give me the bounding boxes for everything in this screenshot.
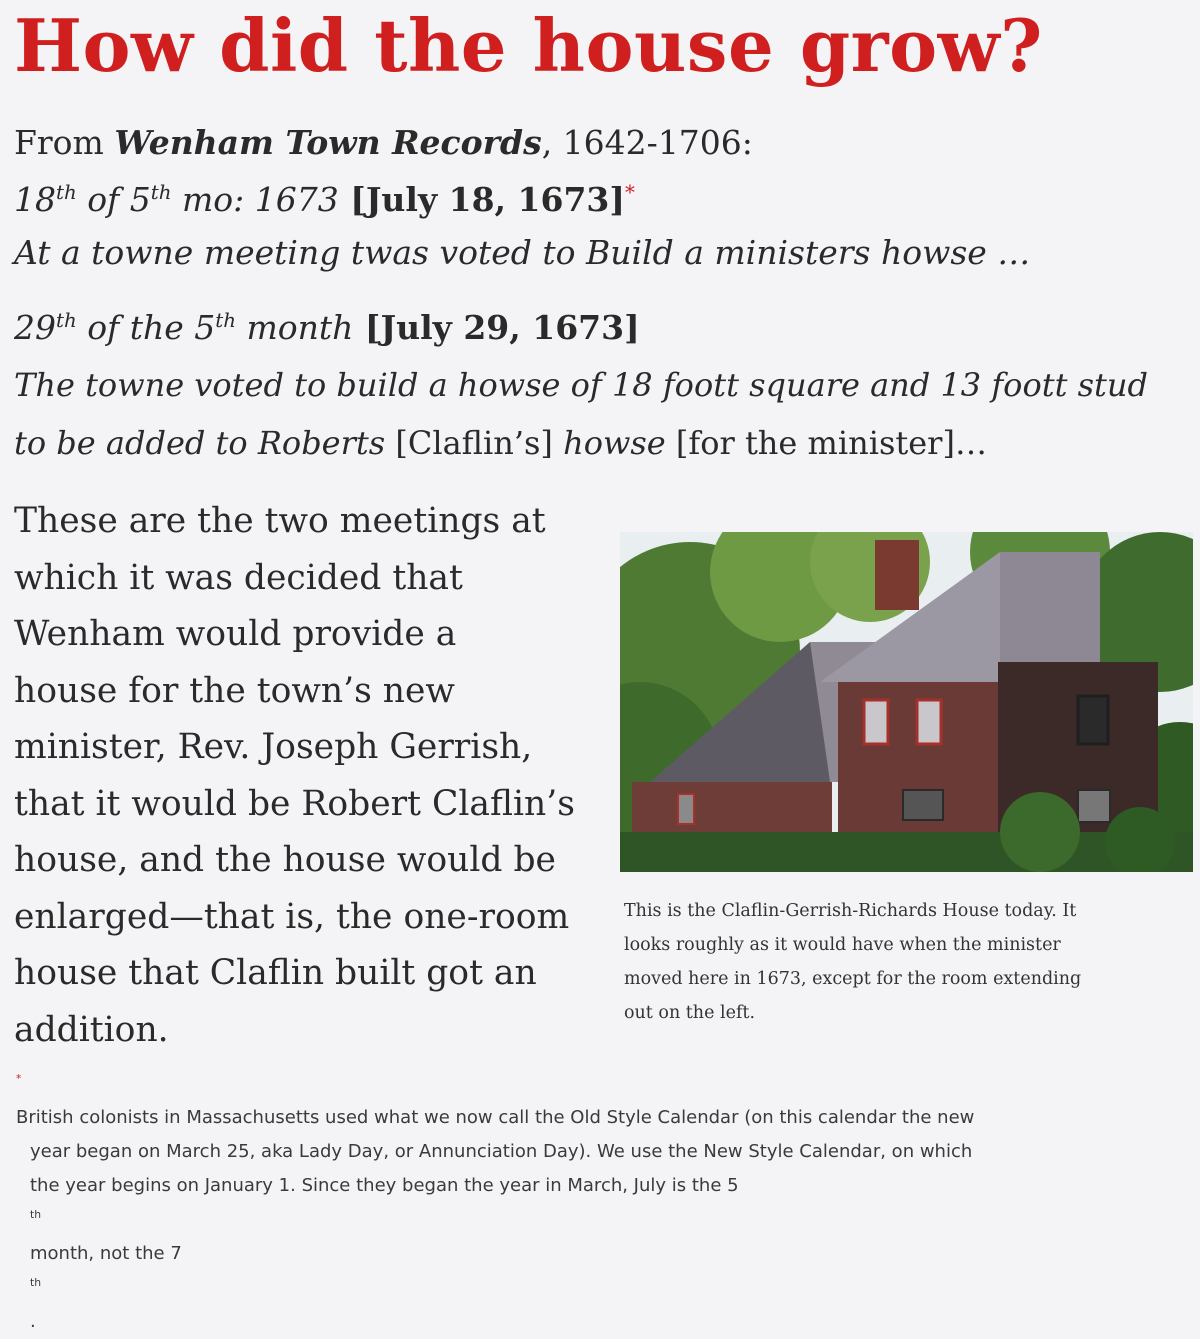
body-paragraph xyxy=(14,493,614,1058)
footnote-line xyxy=(14,1067,1189,1135)
entry2-q2b: [Claflin’s] xyxy=(395,424,564,462)
body-line: house for the town’s new xyxy=(14,670,455,711)
body-line: which it was decided that xyxy=(14,557,463,598)
entry2-q2c: howse xyxy=(563,424,666,462)
footnote-l3a: the year begins on January 1. Since they began the year in March, July is the 5 xyxy=(30,1175,739,1196)
footnote-l3e: . xyxy=(30,1311,36,1332)
entry2-date xyxy=(14,308,640,348)
house-illustration xyxy=(620,532,1193,872)
entry1-date-modern: [July 18, 1673] xyxy=(338,180,625,219)
entry2-s2: th xyxy=(215,309,236,332)
caption-line: looks roughly as it would have when the minister xyxy=(624,935,1061,955)
body-line: enlarged—that is, the one-room xyxy=(14,896,570,937)
body-line: minister, Rev. Joseph Gerrish, xyxy=(14,727,533,767)
body-line: house, and the house would be xyxy=(14,840,556,880)
footnote-asterisk: * xyxy=(16,1072,22,1085)
caption-line: This is the Claflin-Gerrish-Richards House today. It xyxy=(624,901,1077,921)
footnote-line1-text: British colonists in Massachusetts used what we now call the Old Style Calendar (on this calendar the new xyxy=(16,1107,975,1128)
entry2-q2a: to be added to Roberts xyxy=(14,424,396,462)
entry1-s2: th xyxy=(150,181,172,204)
source-book-title: Wenham Town Records xyxy=(114,123,542,162)
entry1-date xyxy=(14,180,635,220)
entry1-d1: 18 xyxy=(14,180,56,219)
entry2-date-modern: [July 29, 1673] xyxy=(353,308,640,347)
entry2-date-original xyxy=(14,308,353,347)
entry1-asterisk: * xyxy=(625,181,635,204)
source-suffix: , 1642-1706: xyxy=(541,123,753,162)
entry1-d3: mo: 1673 xyxy=(171,180,339,219)
photo-caption xyxy=(624,894,1194,1030)
body-line: Wenham would provide a xyxy=(14,614,457,654)
entry2-d3: month xyxy=(236,308,354,347)
body-line: that it would be Robert Claflin’s xyxy=(14,783,575,824)
footnote-line: year began on March 25, aka Lady Day, or Annunciation Day). We use the New Style Calendar, on which xyxy=(30,1141,973,1162)
house-photo xyxy=(620,532,1193,872)
footnote xyxy=(14,1067,1189,1339)
page-title: How did the house grow? xyxy=(14,3,1043,88)
entry2-quote-line1: The towne voted to build a howse of 18 foott square and 13 foott stud xyxy=(14,366,1148,404)
entry2-quote-line2 xyxy=(14,423,987,463)
body-line: addition. xyxy=(14,1009,169,1050)
body-line: house that Claflin built got an xyxy=(14,953,537,993)
entry2-d2: of the 5 xyxy=(76,308,216,347)
entry1-quote: At a towne meeting twas voted to Build a ministers howse … xyxy=(14,233,1031,272)
entry1-s1: th xyxy=(56,181,77,204)
footnote-l3b: th xyxy=(30,1208,42,1221)
footnote-line xyxy=(14,1169,1189,1339)
caption-line: out on the left. xyxy=(624,1003,756,1023)
entry1-date-original xyxy=(14,180,339,219)
source-line xyxy=(14,123,753,163)
footnote-l3d: th xyxy=(30,1276,42,1289)
footnote-l3c: month, not the 7 xyxy=(30,1243,182,1264)
entry2-s1: th xyxy=(56,309,77,332)
body-line: These are the two meetings at xyxy=(14,501,546,541)
caption-line: moved here in 1673, except for the room extending xyxy=(624,969,1082,989)
entry1-d2: of 5 xyxy=(76,180,151,219)
entry2-d1: 29 xyxy=(14,308,56,347)
entry2-q2d: [for the minister]… xyxy=(665,424,987,462)
source-prefix: From xyxy=(14,123,115,162)
